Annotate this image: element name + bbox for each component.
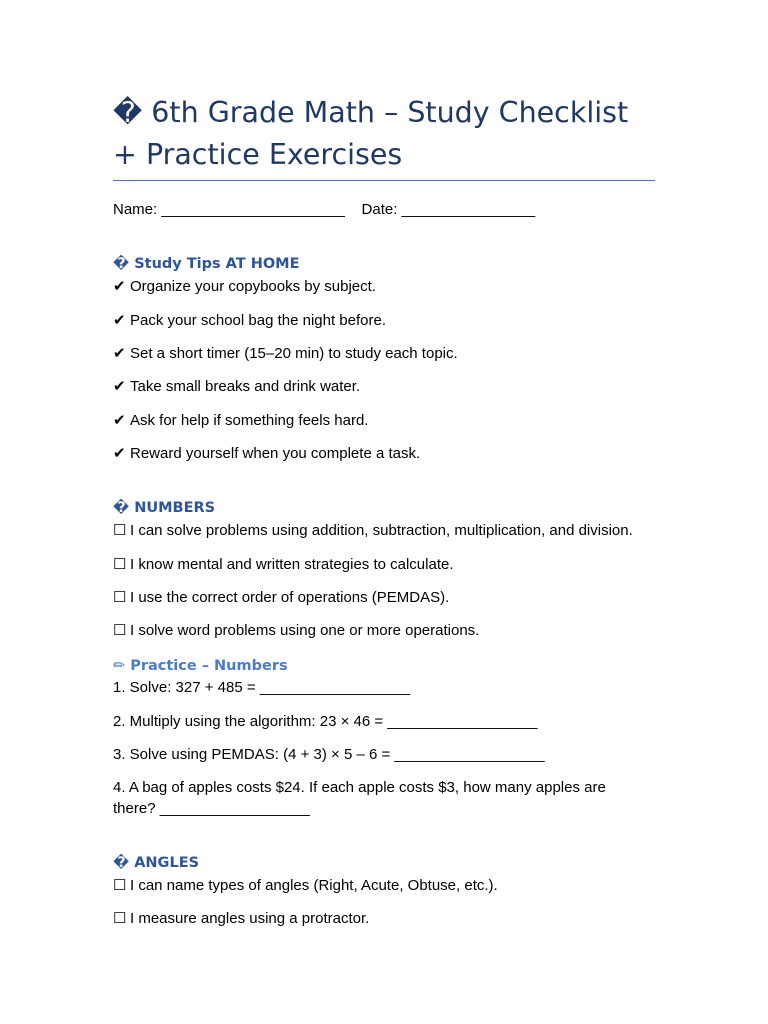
checkbox-icon: ☐ — [113, 877, 127, 894]
check-mark-icon: ✔ — [113, 345, 126, 362]
check-mark-icon: ✔ — [113, 378, 126, 395]
study-tip-item — [113, 343, 658, 364]
check-mark-icon: ✔ — [113, 278, 126, 295]
study-tips-heading: � Study Tips AT HOME — [113, 256, 300, 272]
numbers-checklist-item — [113, 520, 658, 541]
check-mark-icon: ✔ — [113, 412, 126, 429]
practice-exercise: 1. Solve: 327 + 485 = __________________ — [113, 679, 410, 696]
document-title: � 6th Grade Math – Study Checklist + Practice Exercises — [113, 96, 629, 171]
checklist-text: I measure angles using a protractor. — [130, 910, 370, 927]
checklist-text: I use the correct order of operations (PEMDAS). — [130, 589, 450, 606]
checklist-text: I know mental and written strategies to calculate. — [130, 556, 454, 573]
numbers-heading: � NUMBERS — [113, 500, 216, 516]
checkbox-icon: ☐ — [113, 622, 127, 639]
practice-exercise: 4. A bag of apples costs $24. If each apple costs $3, how many apples are there? __________________ — [113, 779, 606, 817]
name-date-line: Name: ______________________ Date: ________________ — [113, 201, 536, 218]
checkbox-icon: ☐ — [113, 589, 127, 606]
checklist-text: I can solve problems using addition, subtraction, multiplication, and division. — [130, 522, 633, 539]
angles-checklist-item — [113, 908, 658, 929]
practice-exercise: 2. Multiply using the algorithm: 23 × 46 = __________________ — [113, 713, 538, 730]
numbers-checklist-item — [113, 587, 658, 608]
study-tip-item — [113, 443, 658, 464]
practice-numbers-heading: ✏ Practice – Numbers — [113, 658, 288, 674]
study-tip-text: Take small breaks and drink water. — [130, 378, 361, 395]
numbers-checklist-item — [113, 620, 658, 641]
angles-checklist-item — [113, 875, 658, 896]
study-tip-item — [113, 376, 658, 397]
study-tip-text: Organize your copybooks by subject. — [130, 278, 376, 295]
study-tip-text: Ask for help if something feels hard. — [130, 412, 369, 429]
checkbox-icon: ☐ — [113, 522, 127, 539]
checklist-text: I can name types of angles (Right, Acute, Obtuse, etc.). — [130, 877, 498, 894]
angles-heading: � ANGLES — [113, 855, 200, 871]
checklist-text: I solve word problems using one or more operations. — [130, 622, 480, 639]
practice-exercise: 3. Solve using PEMDAS: (4 + 3) × 5 – 6 = __________________ — [113, 746, 545, 763]
check-mark-icon: ✔ — [113, 445, 126, 462]
checkbox-icon: ☐ — [113, 556, 127, 573]
study-tip-item — [113, 310, 658, 331]
study-tip-text: Reward yourself when you complete a task. — [130, 445, 421, 462]
numbers-checklist-item — [113, 554, 658, 575]
study-tip-item — [113, 410, 658, 431]
check-mark-icon: ✔ — [113, 312, 126, 329]
title-underline-rule — [113, 180, 655, 181]
study-tip-text: Set a short timer (15–20 min) to study each topic. — [130, 345, 458, 362]
study-tip-item — [113, 276, 658, 297]
checkbox-icon: ☐ — [113, 910, 127, 927]
study-tip-text: Pack your school bag the night before. — [130, 312, 386, 329]
